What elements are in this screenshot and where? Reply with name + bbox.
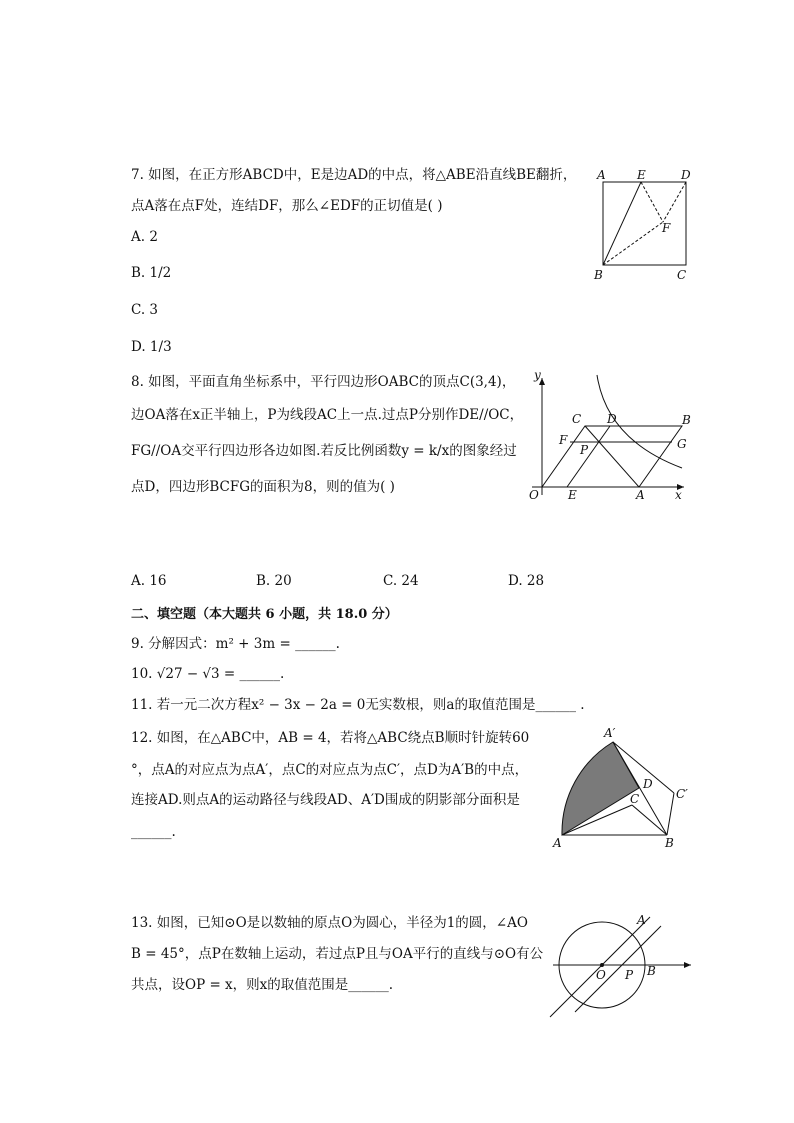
q8-option-b: B. 20 [256, 573, 292, 589]
q8-label-o: O [529, 488, 539, 502]
q7-label-a: A [597, 168, 606, 182]
q8-option-a: A. 16 [131, 573, 167, 589]
q12-label-a: A [553, 836, 562, 850]
q8-option-c: C. 24 [383, 573, 419, 589]
q8-line-1: 8. 如图，平面直角坐标系中，平行四边形OABC的顶点C(3,4)， [131, 374, 516, 390]
q12-line-3: 连接AD.则点A的运动路径与线段AD、A′D围成的阴影部分面积是 [131, 792, 520, 808]
q8-line-4: 点D，四边形BCFG的面积为8，则的值为( ) [131, 479, 395, 495]
q12-label-d: D [643, 777, 653, 791]
q12-label-a-prime: A′ [604, 726, 616, 740]
q7-label-d: D [681, 168, 691, 182]
q8-label-f: F [559, 433, 568, 447]
q12-label-c-prime: C′ [676, 787, 688, 801]
q7-label-f: F [662, 221, 671, 235]
q12-line-4: ______. [131, 824, 176, 840]
q7-line-2: 点A落在点F处，连结DF，那么∠EDF的正切值是( ) [131, 198, 443, 214]
q13-label-p: P [625, 968, 634, 982]
q7-label-e: E [637, 168, 646, 182]
q13-line-3: 共点，设OP = x，则x的取值范围是______. [131, 977, 394, 993]
q7-label-b: B [594, 268, 603, 282]
q8-label-e: E [568, 488, 577, 502]
q10-text: 10. √27 − √3 = ______. [131, 666, 285, 682]
q13-label-b: B [647, 964, 656, 978]
q8-label-g: G [677, 437, 687, 451]
q7-option-a: A. 2 [131, 229, 158, 245]
q13-line-1: 13. 如图，已知⊙O是以数轴的原点O为圆心，半径为1的圆，∠AO [131, 915, 528, 931]
q8-label-p: P [580, 443, 589, 457]
q9-text: 9. 分解因式：m² + 3m = ______. [131, 636, 340, 652]
q8-label-a: A [636, 488, 645, 502]
q8-label-b: B [682, 413, 691, 427]
q12-label-b: B [665, 836, 674, 850]
q8-label-y: y [534, 368, 541, 382]
q8-figure-parallelogram [522, 370, 702, 505]
q12-line-1: 12. 如图，在△ABC中，AB = 4，若将△ABC绕点B顺时针旋转60 [131, 730, 530, 746]
q13-figure-circle-number-line [548, 905, 698, 1020]
q7-label-c: C [677, 268, 687, 282]
q12-line-2: °，点A的对应点为点A′，点C的对应点为点C′，点D为A′B的中点， [131, 762, 529, 778]
q8-label-d: D [607, 412, 617, 426]
q13-label-o: O [596, 968, 606, 982]
section-fill-in-blank-title: 二、填空题（本大题共 6 小题，共 18.0 分） [131, 607, 398, 622]
q8-line-3: FG//OA交平行四边形各边如图.若反比例函数y = k/x的图象经过 [131, 443, 517, 459]
q7-option-b: B. 1/2 [131, 265, 172, 281]
q7-option-c: C. 3 [131, 302, 159, 318]
q7-line-1: 7. 如图，在正方形ABCD中，E是边AD的中点，将△ABE沿直线BE翻折， [131, 167, 577, 183]
q8-option-d: D. 28 [508, 573, 545, 589]
q7-figure-square [590, 165, 700, 285]
q12-figure-rotation [548, 722, 698, 854]
q8-label-x: x [675, 488, 682, 502]
q12-label-c: C [630, 792, 640, 806]
q7-option-d: D. 1/3 [131, 339, 172, 355]
q13-label-a: A [637, 913, 646, 927]
q13-line-2: B = 45°，点P在数轴上运动，若过点P且与OA平行的直线与⊙O有公 [131, 946, 544, 962]
q8-line-2: 边OA落在x正半轴上，P为线段AC上一点.过点P分别作DE//OC， [131, 407, 524, 423]
q8-label-c: C [572, 412, 582, 426]
q11-text: 11. 若一元二次方程x² − 3x − 2a = 0无实数根，则a的取值范围是______ . [131, 697, 585, 713]
